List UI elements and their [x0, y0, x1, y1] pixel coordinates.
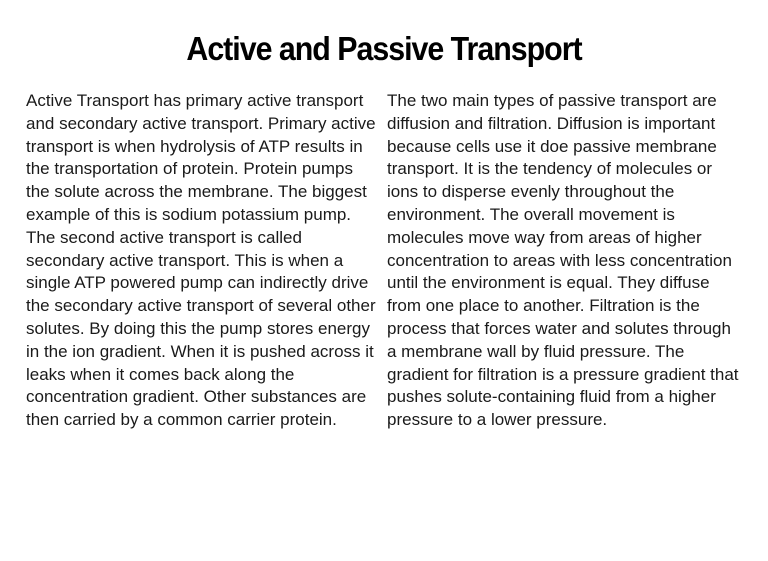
active-transport-text: Active Transport has primary active transport and secondary active transport. Primary active transport is when hydrolysis of ATP results in the transportation of protein. Protein pumps the solute across the membrane. The biggest example of this is sodium potassium pump. The second active transport is called secondary active transport. This is when a single ATP powered pump can indirectly drive the secondary active transport of several other solutes. By doing this the pump stores energy in the ion gradient. When it is pushed across it leaks when it comes back along the concentration gradient. Other substances are then carried by a common carrier protein.	[26, 91, 376, 430]
passive-transport-text: The two main types of passive transport are diffusion and filtration. Diffusion is important because cells use it doe passive membrane transport. It is the tendency of molecules or ions to disperse evenly throughout the environment. The overall movement is molecules move way from areas of higher concentration to areas with less concentration until the environment is equal. They diffuse from one place to another. Filtration is the process that forces water and solutes through a membrane wall by fluid pressure. The gradient for filtration is a pressure gradient that pushes solute-containing fluid from a higher pressure to a lower pressure.	[387, 91, 739, 430]
slide-title: Active and Passive Transport	[186, 30, 582, 67]
